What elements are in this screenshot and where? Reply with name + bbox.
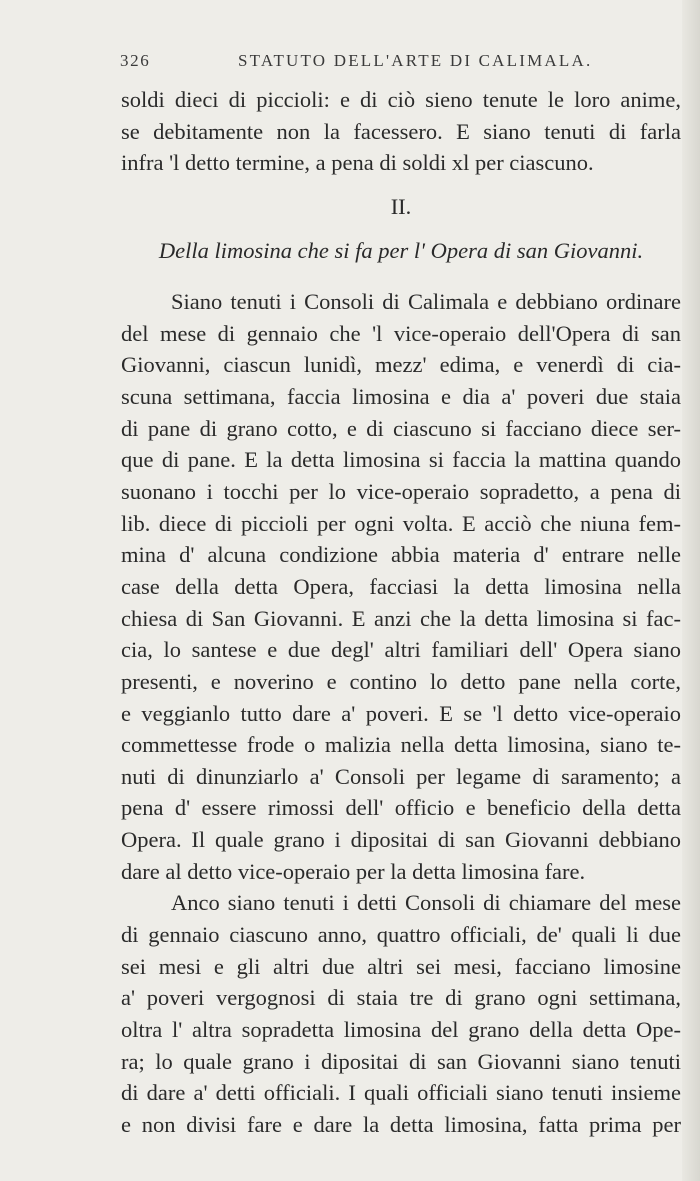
text-line: di pane di grano cotto, e di ciascuno si facciano diece ser- [121, 415, 681, 441]
text-line: commettesse frode o malizia nella detta limosina, siano te- [121, 732, 681, 758]
text-line: scuna settimana, faccia limosina e dia a' poveri due staia [121, 384, 681, 410]
text-line: se debitamente non la facessero. E siano tenuti di farla [121, 118, 681, 144]
text-line: e non divisi fare e dare la detta limosina, fatta prima per [121, 1111, 681, 1137]
text-line: oltra l' altra sopradetta limosina del grano della detta Ope- [121, 1016, 681, 1042]
running-title: STATUTO DELL'ARTE DI CALIMALA. [238, 51, 593, 70]
text-line: a' poveri vergognosi di staia tre di grano ogni settimana, [121, 985, 681, 1011]
book-spine-edge [682, 0, 700, 1181]
text-line: Giovanni, ciascun lunidì, mezz' edima, e venerdì di cia- [121, 352, 681, 378]
text-line: e veggianlo tutto dare a' poveri. E se 'l detto vice-operaio [121, 700, 681, 726]
text-line: sei mesi e gli altri due altri sei mesi, facciano limosine [121, 953, 681, 979]
text-line: presenti, e noverino e contino lo detto pane nella corte, [121, 668, 681, 694]
section-number: II. [390, 193, 412, 219]
text-line: Opera. Il quale grano i dipositai di san Giovanni debbiano [121, 827, 681, 853]
text-line: pena d' essere rimossi dell' officio e beneficio della detta [121, 795, 681, 821]
text-line: di dare a' detti officiali. I quali officiali siano tenuti insieme [121, 1080, 681, 1106]
text-line: del mese di gennaio che 'l vice-operaio dell'Opera di san [121, 320, 681, 346]
text-line: mina d' alcuna condizione abbia materia d' entrare nelle [121, 542, 681, 568]
text-line: nuti di dinunziarlo a' Consoli per legame di saramento; a [121, 763, 681, 789]
text-line: case della detta Opera, facciasi la detta limosina nella [121, 573, 681, 599]
text-line: dare al detto vice-operaio per la detta limosina fare. [121, 858, 586, 884]
text-line: infra 'l detto termine, a pena di soldi xl per ciascuno. [121, 150, 594, 176]
section-title: Della limosina che si fa per l' Opera di san Giovanni. [158, 237, 644, 263]
page-number: 326 [120, 51, 151, 70]
text-line: que di pane. E la detta limosina si faccia la mattina quando [121, 447, 681, 473]
text-line: cia, lo santese e due degl' altri familiari dell' Opera siano [121, 637, 681, 663]
text-line: di gennaio ciascuno anno, quattro officiali, de' quali li due [121, 922, 681, 948]
text-line: soldi dieci di piccioli: e di ciò sieno tenute le loro anime, [121, 87, 681, 112]
body-text [121, 84, 681, 1141]
text-line: ra; lo quale grano i dipositai di san Giovanni siano tenuti [121, 1048, 681, 1074]
text-line: Siano tenuti i Consoli di Calimala e debbiano ordinare [171, 289, 681, 315]
text-line: Anco siano tenuti i detti Consoli di chiamare del mese [171, 890, 681, 916]
text-line: lib. diece di piccioli per ogni volta. E acciò che niuna fem- [121, 510, 681, 536]
page-header [120, 51, 680, 75]
text-line: suonano i tocchi per lo vice-operaio sopradetto, a pena di [121, 479, 681, 505]
text-line: chiesa di San Giovanni. E anzi che la detta limosina si fac- [121, 605, 681, 631]
